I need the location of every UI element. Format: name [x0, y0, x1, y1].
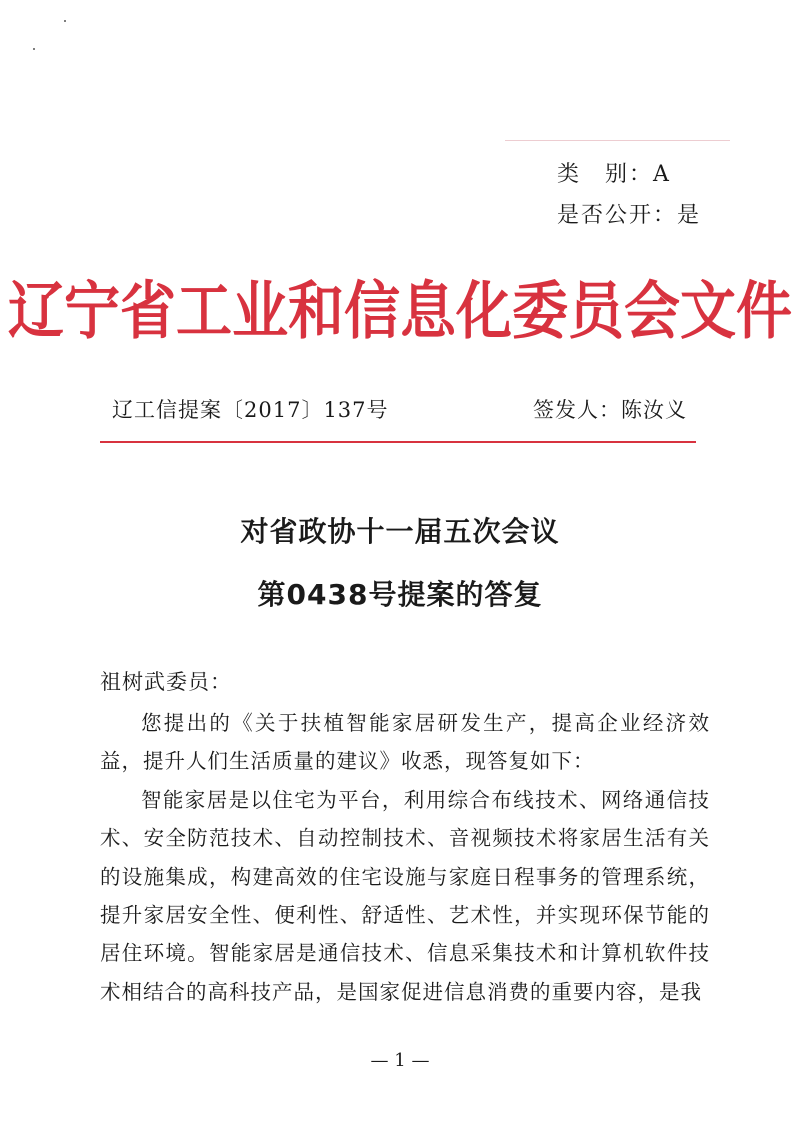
reply-title-line-1: 对省政协十一届五次会议 [240, 515, 560, 548]
faint-stamp-mark [505, 140, 730, 157]
public-field [557, 198, 701, 229]
salutation: 祖树武委员： [100, 670, 232, 694]
body-paragraph: 智能家居是以住宅为平台，利用综合布线技术、网络通信技术、安全防范技术、自动控制技术、音视频技术将家居生活有关的设施集成，构建高效的住宅设施与家庭日程事务的管理系统，提升家居安全性、便利性、舒适性、艺术性，并实现环保节能的居住环境。智能家居是通信技术、信息采集技术和计算机软件技术相结合的高科技产品，是国家促进信息消费的重要内容，是我 [100, 787, 710, 1004]
document-number: 辽工信提案〔2017〕137号 [112, 398, 389, 422]
category-field [557, 157, 671, 188]
issuer: 签发人：陈汝义 [533, 398, 687, 422]
document-header-title: 辽宁省工业和信息化委员会文件 [8, 275, 792, 349]
scan-speck [33, 48, 35, 50]
letter-body [100, 704, 710, 1011]
scan-speck [64, 20, 66, 22]
body-paragraph: 您提出的《关于扶植智能家居研发生产，提高企业经济效益，提升人们生活质量的建议》收悉，现答复如下： [100, 711, 710, 774]
reply-title-line-2: 第0438号提案的答复 [257, 578, 543, 611]
page-number: — 1 — [370, 1050, 430, 1071]
red-divider [100, 441, 696, 443]
public-value: 是 [677, 203, 702, 228]
category-value: A [653, 162, 671, 187]
category-label: 类 别： [557, 162, 654, 187]
public-label: 是否公开： [557, 203, 678, 228]
